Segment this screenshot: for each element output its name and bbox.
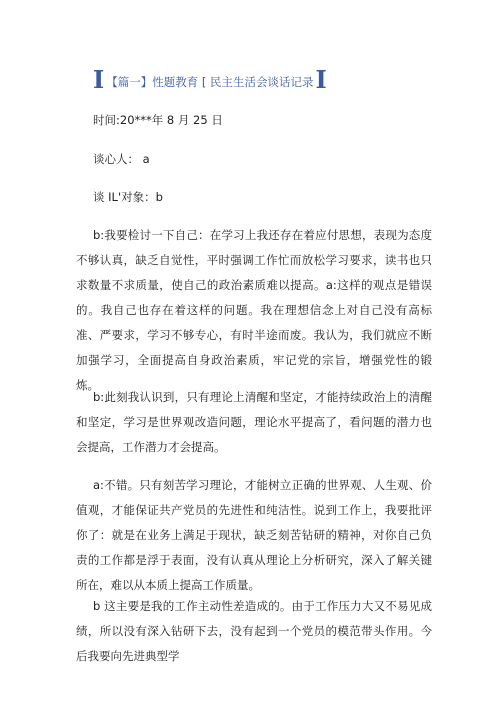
meta-speaker: 谈心人： a [93, 152, 150, 166]
meta-time: 时间:20***年 8 月 25 日 [93, 113, 223, 127]
paragraph-4: b 这主要是我的工作主动性差造成的。由于工作压力大又不易见成绩，所以没有深入钻研下去，没有起到一个党员的模范带头作用。今后我要向先进典型学 [76, 599, 432, 663]
title-text: 【篇一】性题教育 [ 民主生活会谈话记录 [106, 75, 314, 89]
meta-target: 谈 IL'对象：b [93, 190, 163, 204]
title-bar-left: I [93, 65, 105, 94]
paragraph-1: b:我要检讨一下自己：在学习上我还存在着应付思想，表现为态度不够认真，缺乏自觉性，平时强调工作忙而放松学习要求，读书也只求数量不求质量，使自己的政治素质难以提高。a:这样的观点是错误的。我自己也存在着这样的问题。我在理想信念上对自己没有高标准、严要求，学习不够专心，有时半途而废。我认为，我们就应不断加强学习，全面提高自身政治素质，牢记党的宗旨，增强党性的锻炼。 [76, 228, 432, 392]
paragraph-2: b:此刻我认识到，只有理论上清醒和坚定，才能持续政治上的清醒和坚定，学习是世界观改造问题，理论水平提高了，看问题的潜力也会提高，工作潜力才会提高。 [76, 390, 432, 454]
title-bar-right: I [315, 65, 327, 94]
document-title [93, 65, 327, 94]
paragraph-3: a:不错。只有刻苦学习理论，才能树立正确的世界观、人生观、价值观，才能保证共产党员的先进性和纯洁性。说到工作上，我要批评你了：就是在业务上满足于现状，缺乏刻苦钻研的精神，对你自己负责的工作都是浮于表面，没有认真从理论上分析研究，深入了解关键所在，难以从本质上提高工作质量。 [76, 478, 432, 592]
